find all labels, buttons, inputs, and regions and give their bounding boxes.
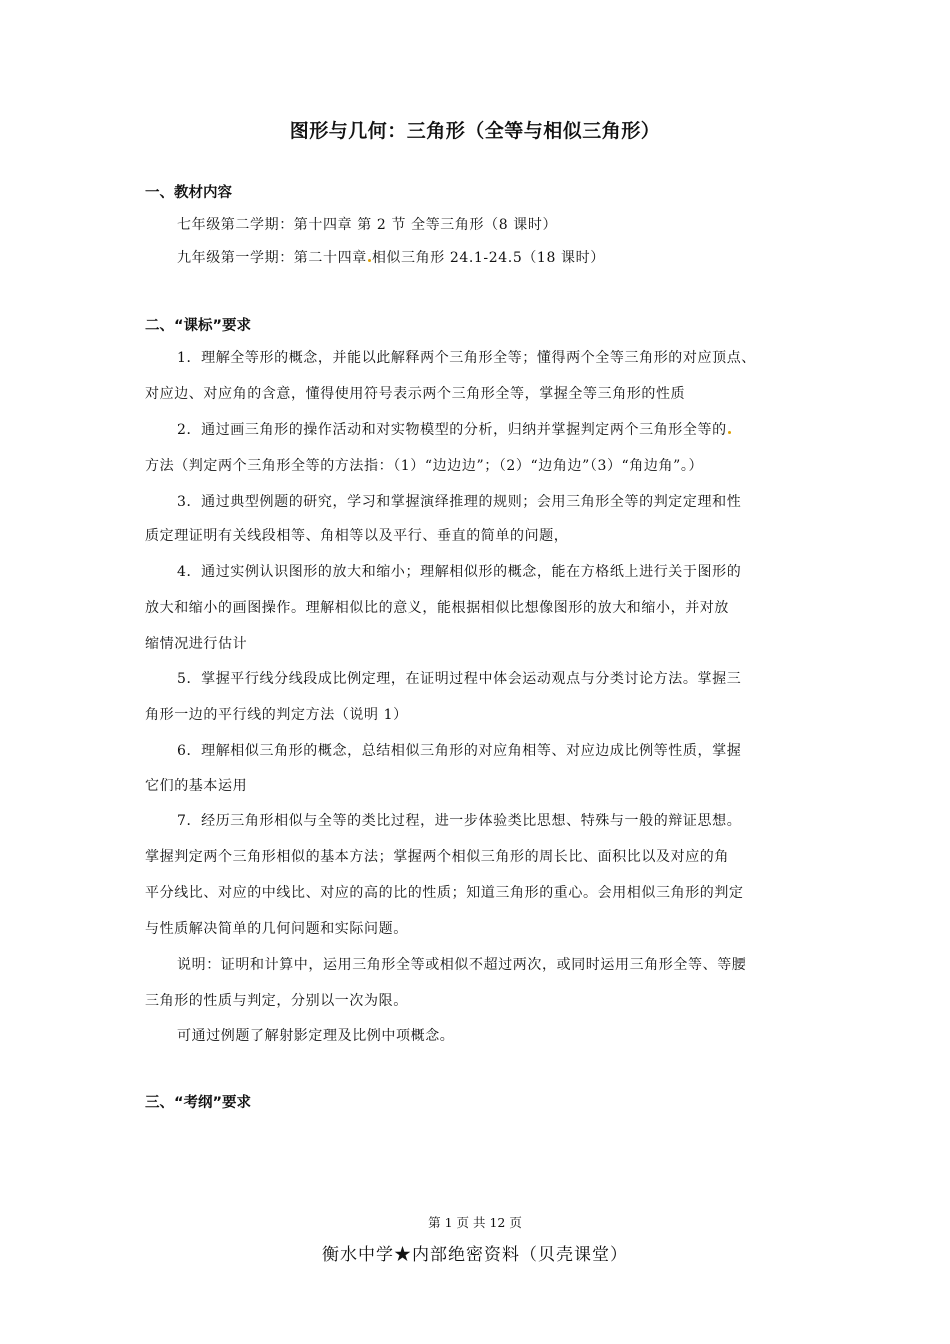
materials-line-grade9 — [177, 247, 605, 267]
curriculum-line: 6．理解相似三角形的概念，总结相似三角形的对应角相等、对应边成比例等性质，掌握 — [177, 743, 742, 759]
materials-line-grade9-part2: 相似三角形 24.1-24.5（18 课时） — [371, 250, 605, 266]
footer-brand: 衡水中学★内部绝密资料（贝壳课堂） — [322, 1245, 628, 1265]
curriculum-line: 角形一边的平行线的判定方法（说明 1） — [145, 707, 408, 723]
curriculum-line: 对应边、对应角的含意，懂得使用符号表示两个三角形全等，掌握全等三角形的性质 — [145, 386, 686, 402]
page-number: 第 1 页 共 12 页 — [428, 1215, 522, 1230]
curriculum-line: 3．通过典型例题的研究，学习和掌握演绎推理的规则；会用三角形全等的判定定理和性 — [177, 494, 742, 510]
page-title: 图形与几何：三角形（全等与相似三角形） — [289, 120, 661, 142]
curriculum-line: 与性质解决简单的几何问题和实际问题。 — [145, 921, 408, 937]
curriculum-line: 掌握判定两个三角形相似的基本方法；掌握两个相似三角形的周长比、面积比以及对应的角 — [145, 849, 729, 865]
curriculum-note: 可通过例题了解射影定理及比例中项概念。 — [177, 1028, 455, 1044]
section-heading-curriculum: 二、“课标”要求 — [145, 318, 252, 334]
curriculum-line: 缩情况进行估计 — [145, 636, 248, 652]
curriculum-line: 4．通过实例认识图形的放大和缩小；理解相似形的概念，能在方格纸上进行关于图形的 — [177, 564, 742, 580]
curriculum-line: 放大和缩小的画图操作。理解相似比的意义，能根据相似比想像图形的放大和缩小，并对放 — [145, 600, 729, 616]
highlight-dot — [728, 431, 731, 434]
materials-line-grade9-part1: 九年级第一学期：第二十四章 — [177, 250, 367, 266]
curriculum-line: 它们的基本运用 — [145, 778, 248, 794]
curriculum-line: 5．掌握平行线分线段成比例定理，在证明过程中体会运动观点与分类讨论方法。掌握三 — [177, 671, 742, 687]
curriculum-line: 质定理证明有关线段相等、角相等以及平行、垂直的简单的问题， — [145, 528, 569, 544]
section-heading-exam-outline: 三、“考纲”要求 — [145, 1095, 252, 1111]
curriculum-line: 平分线比、对应的中线比、对应的高的比的性质；知道三角形的重心。会用相似三角形的判定 — [145, 885, 744, 901]
curriculum-note: 三角形的性质与判定，分别以一次为限。 — [145, 993, 408, 1009]
curriculum-line — [177, 419, 732, 439]
highlight-dot — [368, 259, 371, 262]
curriculum-line: 1．理解全等形的概念，并能以此解释两个三角形全等；懂得两个全等三角形的对应顶点、 — [177, 350, 756, 366]
curriculum-line-text: 2．通过画三角形的操作活动和对实物模型的分析，归纳并掌握判定两个三角形全等的 — [177, 422, 727, 438]
curriculum-note: 说明：证明和计算中，运用三角形全等或相似不超过两次，或同时运用三角形全等、等腰 — [177, 957, 747, 973]
section-heading-materials: 一、教材内容 — [145, 185, 232, 201]
materials-line-grade7: 七年级第二学期：第十四章 第 2 节 全等三角形（8 课时） — [177, 217, 558, 233]
curriculum-line: 方法（判定两个三角形全等的方法指：（1）“边边边”；（2）“边角边”（3）“角边角”。） — [145, 458, 704, 474]
curriculum-line: 7．经历三角形相似与全等的类比过程，进一步体验类比思想、特殊与一般的辩证思想。 — [177, 813, 742, 829]
